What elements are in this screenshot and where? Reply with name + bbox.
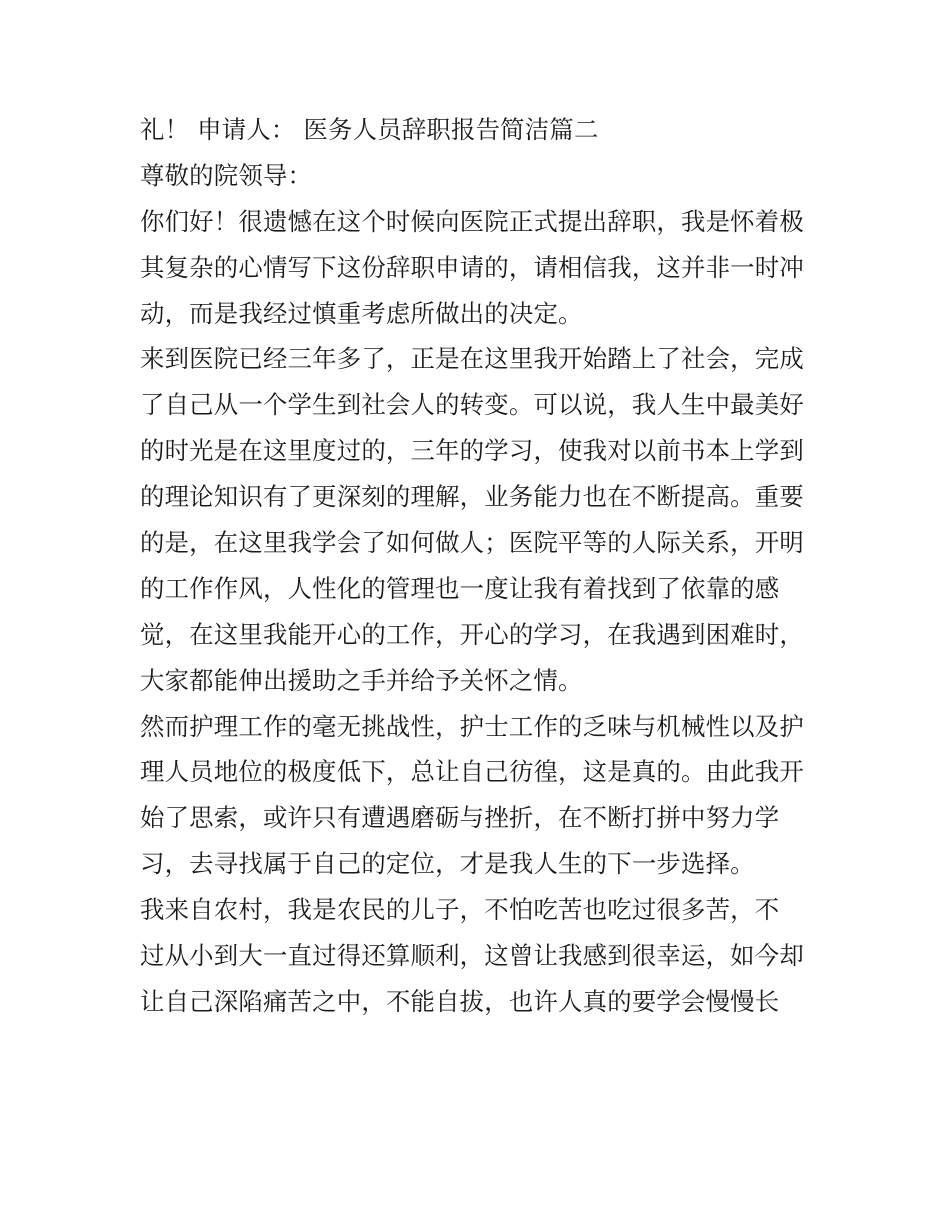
document-line: 让自己深陷痛苦之中，不能自拔，也许人真的要学会慢慢长 (140, 986, 780, 1016)
document-line: 其复杂的心情写下这份辞职申请的，请相信我，这并非一时冲 (140, 252, 804, 282)
document-line: 你们好！很遗憾在这个时候向医院正式提出辞职，我是怀着极 (140, 206, 804, 236)
document-line: 习，去寻找属于自己的定位，才是我人生的下一步选择。 (140, 849, 755, 879)
document-body (140, 107, 820, 1025)
document-line: 觉，在这里我能开心的工作，开心的学习，在我遇到困难时， (140, 619, 804, 649)
document-line: 的是，在这里我学会了如何做人；医院平等的人际关系，开明 (140, 528, 804, 558)
document-line: 来到医院已经三年多了，正是在这里我开始踏上了社会，完成 (140, 344, 804, 374)
document-line: 始了思索，或许只有遭遇磨砺与挫折，在不断打拼中努力学 (140, 803, 780, 833)
document-line: 过从小到大一直过得还算顺利，这曾让我感到很幸运，如今却 (140, 941, 804, 971)
document-line: 的时光是在这里度过的，三年的学习，使我对以前书本上学到 (140, 436, 804, 466)
document-line: 的工作作风，人性化的管理也一度让我有着找到了依靠的感 (140, 573, 780, 603)
document-line: 动，而是我经过慎重考虑所做出的决定。 (140, 298, 583, 328)
document-line: 然而护理工作的毫无挑战性，护士工作的乏味与机械性以及护 (140, 711, 804, 741)
document-line: 了自己从一个学生到社会人的转变。可以说，我人生中最美好 (140, 390, 804, 420)
document-line: 我来自农村，我是农民的儿子，不怕吃苦也吃过很多苦，不 (140, 895, 780, 925)
document-line: 礼！ 申请人： 医务人员辞职报告简洁篇二 (140, 115, 599, 144)
document-line: 的理论知识有了更深刻的理解，业务能力也在不断提高。重要 (140, 482, 804, 512)
document-line: 大家都能伸出援助之手并给予关怀之情。 (140, 665, 583, 695)
document-line: 尊敬的院领导： (140, 160, 313, 190)
document-line: 理人员地位的极度低下，总让自己彷徨，这是真的。由此我开 (140, 757, 804, 787)
